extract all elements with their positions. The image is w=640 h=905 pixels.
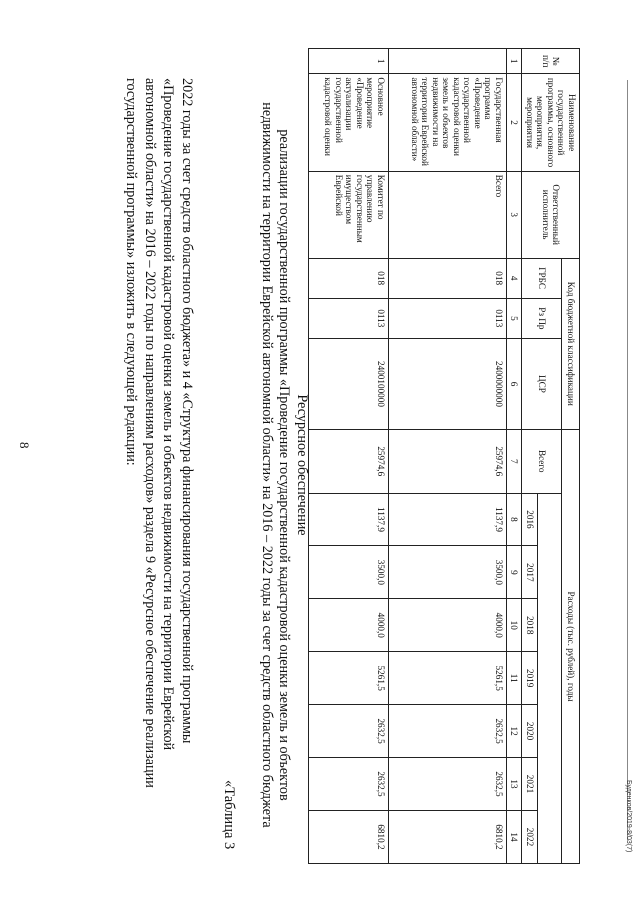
header-year: 2018 (522, 599, 538, 652)
row-name: Основное мероприятие «Проведение актуализации государственной кадастровой оценки (309, 74, 389, 171)
heading-line: недвижимости на территории Еврейской автономной области» на 2016 – 2022 годы за счет средств областного бюджета (259, 102, 275, 828)
column-number: 8 (507, 493, 523, 546)
page-number: 8 (17, 442, 32, 449)
row-rzpr: 0113 (309, 298, 389, 338)
header-total: Всего (522, 430, 562, 494)
header-rzpr: Рз Пр (522, 298, 562, 338)
header-year: 2021 (522, 758, 538, 811)
resource-table (308, 48, 580, 864)
header-grbs: ГРБС (522, 258, 562, 298)
intro-line: 2022 годы за счет средств областного бюджета» и 4 «Структура финансирования государственной программы (179, 78, 195, 744)
row-value: 6810,2 (389, 810, 507, 863)
heading-line: Ресурсное обеспечение (294, 394, 310, 536)
column-number: 4 (507, 258, 523, 298)
row-value: 5261,5 (389, 652, 507, 705)
row-value: 1137,9 (309, 493, 389, 546)
header-year: 2020 (522, 705, 538, 758)
row-value: 2632,5 (389, 705, 507, 758)
table-row (309, 49, 389, 864)
table-label: «Таблица 3 (221, 780, 237, 850)
column-number: 6 (507, 338, 523, 429)
row-grbs: 018 (389, 258, 507, 298)
header-expenses: Расходы (тыс. рублей), годы (562, 430, 580, 864)
row-value: 5261,5 (309, 652, 389, 705)
table-row (389, 49, 507, 864)
row-value: 2632,5 (389, 758, 507, 811)
column-number: 13 (507, 758, 523, 811)
row-executor: Всего (389, 171, 507, 258)
header-no: № п/п (522, 49, 580, 74)
row-value: 6810,2 (309, 810, 389, 863)
column-number: 9 (507, 546, 523, 599)
intro-paragraph (122, 78, 196, 838)
intro-line: «Проведение государственной кадастровой оценки земель и объектов недвижимости на территории Еврейской (160, 78, 177, 751)
header-year: 2016 (522, 493, 538, 546)
row-no (389, 49, 507, 74)
header-year: 2019 (522, 652, 538, 705)
column-number: 11 (507, 652, 523, 705)
heading-line: реализации государственной программы «Проведение государственной кадастровой оценки земель и объектов (276, 129, 293, 801)
row-rzpr: 0113 (389, 298, 507, 338)
header-csr: ЦСР (522, 338, 562, 429)
intro-line: государственной программы» изложить в следующей редакции: (123, 78, 140, 466)
column-number: 7 (507, 430, 523, 494)
column-number: 5 (507, 298, 523, 338)
table-heading (258, 60, 311, 870)
header-years-span (538, 493, 562, 864)
row-value: 2632,5 (309, 758, 389, 811)
scan-edge-line (627, 80, 628, 840)
row-name: Государственная программа «Проведение государственной кадастровой оценки земель и объектов недвижимости на территории Еврейской автономной области» (389, 74, 507, 171)
column-number: 3 (507, 171, 523, 258)
column-number: 10 (507, 599, 523, 652)
footer-code: Буденков/2019-8/03(7) (625, 780, 632, 853)
column-number: 2 (507, 74, 523, 171)
intro-line: автономной области» на 2016 – 2022 годы по направлениям расходов» раздела 9 «Ресурсное обеспечение реализации (142, 78, 158, 788)
header-year: 2017 (522, 546, 538, 599)
row-no: 1 (309, 49, 389, 74)
row-value: 3500,0 (309, 546, 389, 599)
row-executor: Комитет по управлению государственным имуществом Еврейской (309, 171, 389, 258)
row-value: 1137,9 (389, 493, 507, 546)
header-executor: Ответственный исполнитель (522, 171, 580, 258)
header-budget-code: Код бюджетной классификации (562, 258, 580, 429)
row-value: 2632,5 (309, 705, 389, 758)
row-value: 4000,0 (389, 599, 507, 652)
row-grbs: 018 (309, 258, 389, 298)
row-csr: 2400000000 (389, 338, 507, 429)
row-value: 4000,0 (309, 599, 389, 652)
column-number-row (507, 49, 523, 864)
row-total: 25974,6 (389, 430, 507, 494)
column-number: 14 (507, 810, 523, 863)
header-year: 2022 (522, 810, 538, 863)
header-name: Наименование государственной программы, основного мероприятия, мероприятия (522, 74, 580, 171)
column-number: 12 (507, 705, 523, 758)
row-csr: 2400100000 (309, 338, 389, 429)
column-number: 1 (507, 49, 523, 74)
row-value: 3500,0 (389, 546, 507, 599)
row-total: 25974,6 (309, 430, 389, 494)
